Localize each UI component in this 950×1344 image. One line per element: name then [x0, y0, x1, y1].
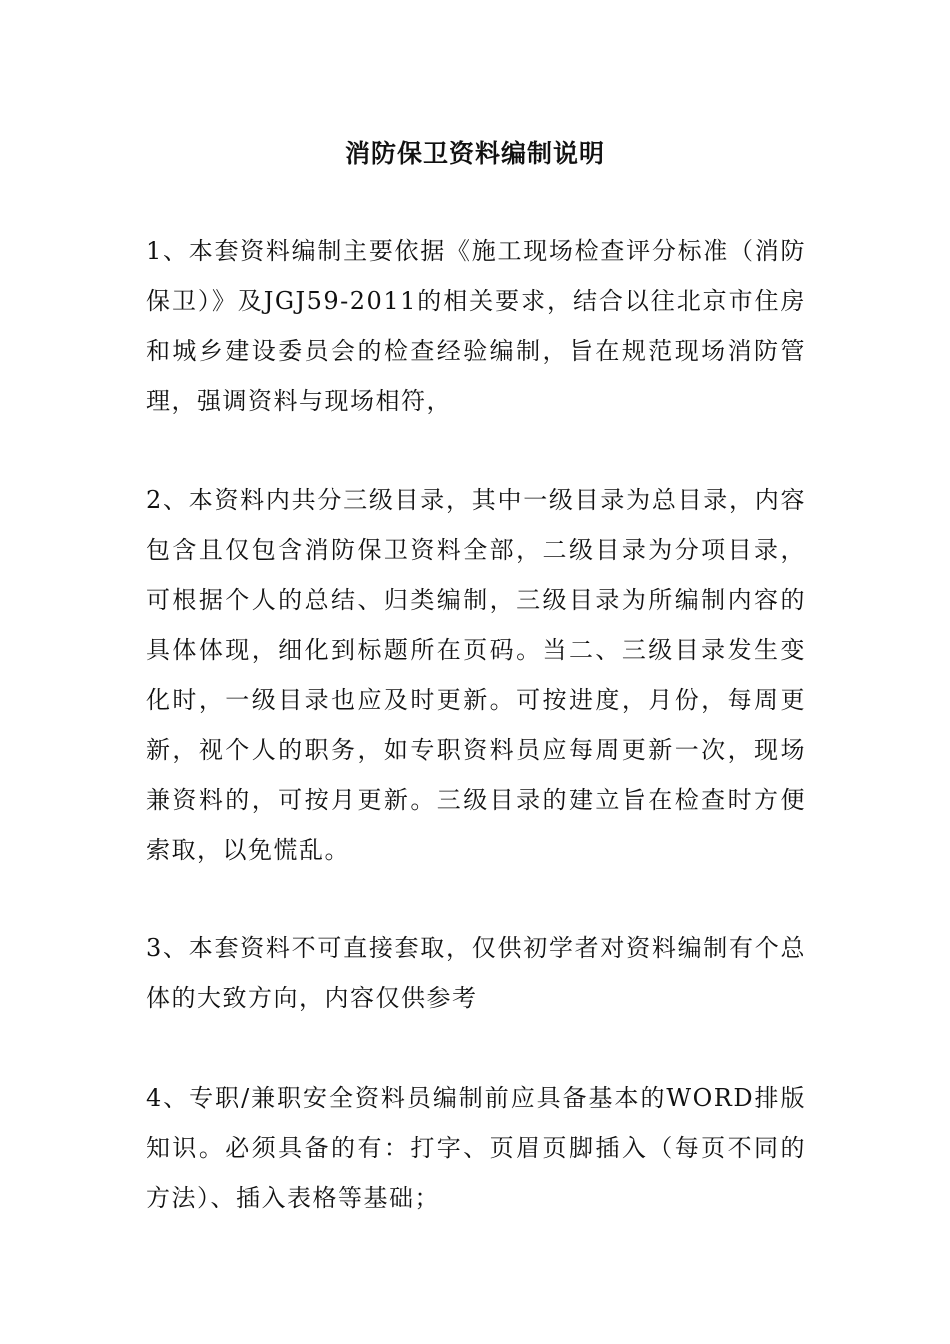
document-title: 消防保卫资料编制说明 — [344, 139, 605, 168]
paragraph-2: 2、本资料内共分三级目录，其中一级目录为总目录，内容包含且仅包含消防保卫资料全部，二级目录为分项目录，可根据个人的总结、归类编制，三级目录为所编制内容的具体体现，细化到标题所在页码。当二、三级目录发生变化时，一级目录也应及时更新。可按进度，月份，每周更新，视个人的职务，如专职资料员应每周更新一次，现场兼资料的，可按月更新。三级目录的建立旨在检查时方便索取，以免慌乱。 — [146, 486, 806, 864]
paragraph-3: 3、本套资料不可直接套取，仅供初学者对资料编制有个总体的大致方向，内容仅供参考 — [146, 934, 806, 1012]
paragraph-1: 1、本套资料编制主要依据《施工现场检查评分标准（消防保卫）》及JGJ59-2011的相关要求，结合以往北京市住房和城乡建设委员会的检查经验编制，旨在规范现场消防管理，强调资料与现场相符， — [146, 237, 806, 415]
paragraph-4: 4、专职/兼职安全资料员编制前应具备基本的WORD排版知识。必须具备的有：打字、页眉页脚插入（每页不同的方法）、插入表格等基础； — [146, 1084, 806, 1212]
